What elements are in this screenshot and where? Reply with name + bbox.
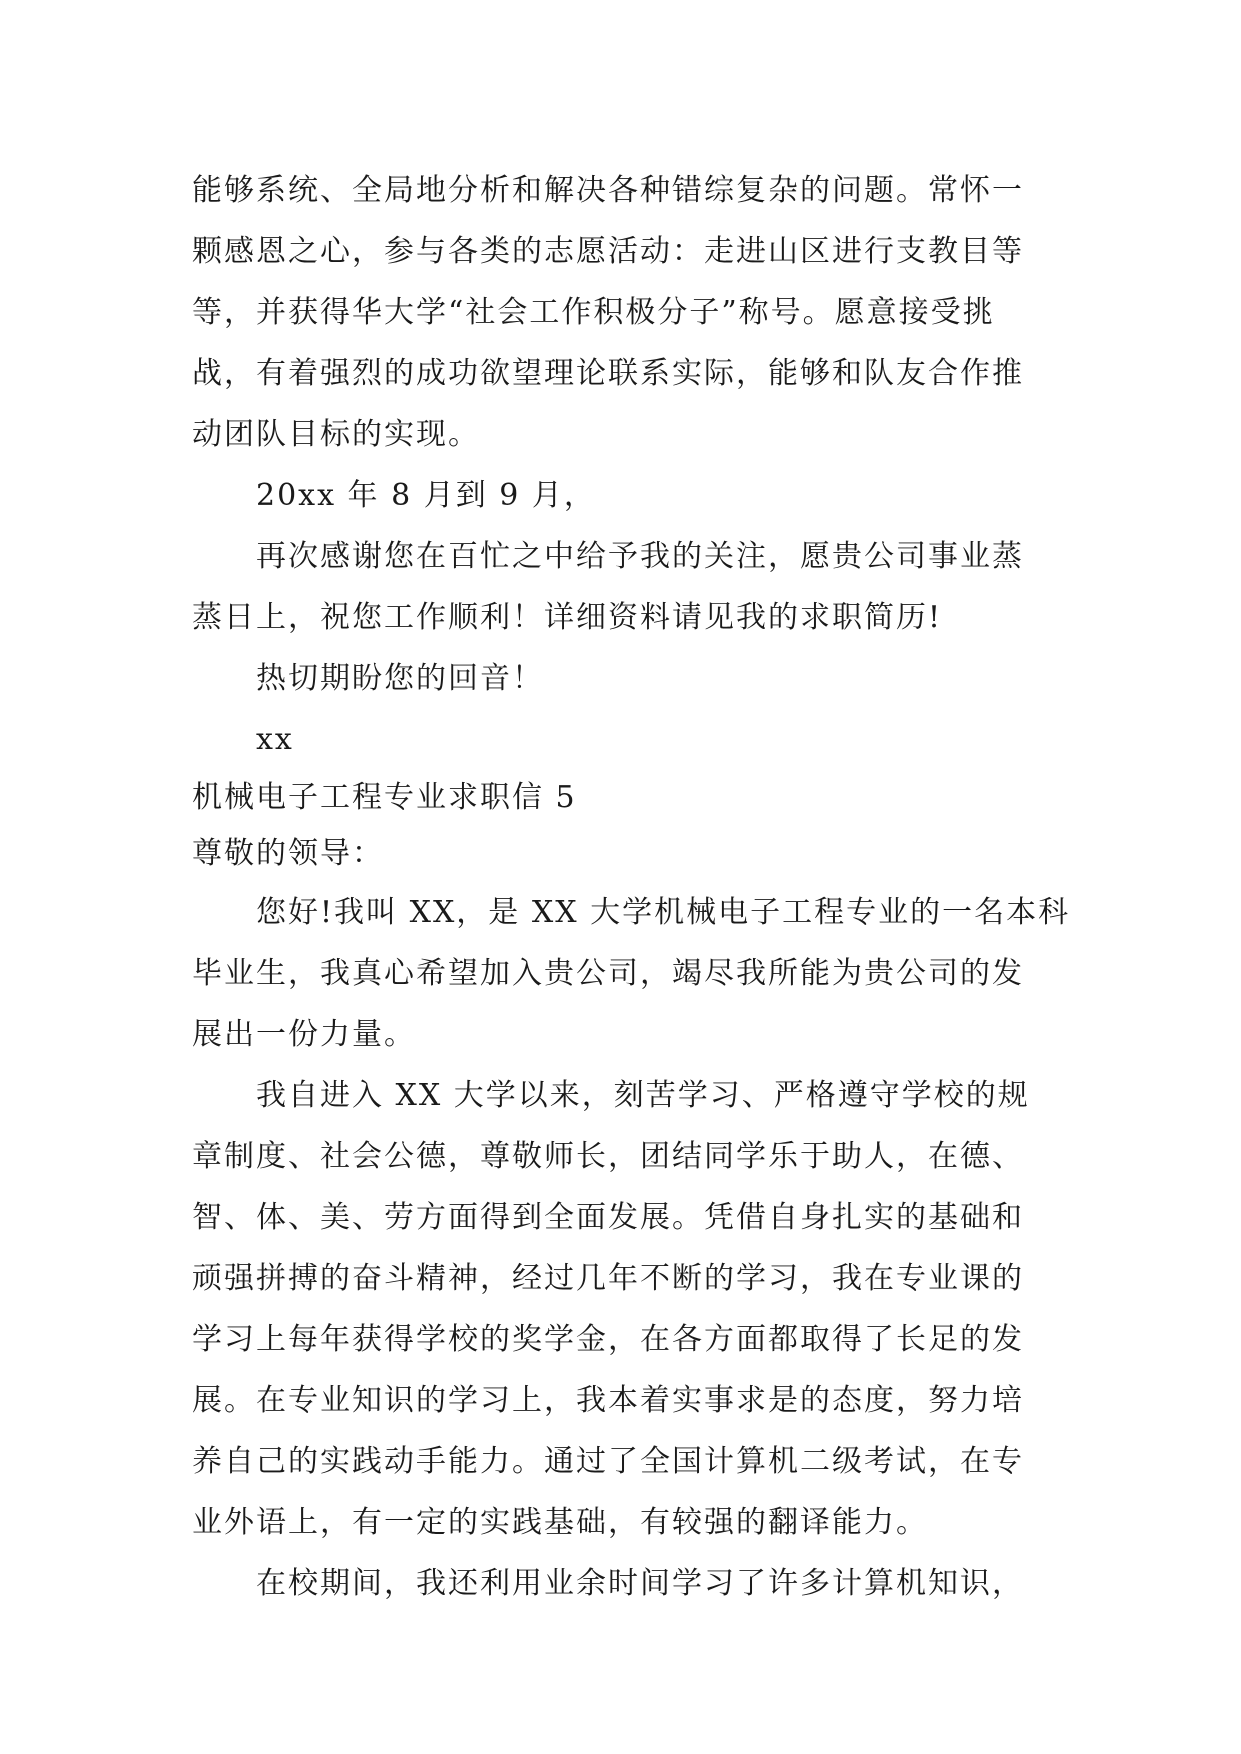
text-line: 展出一份力量。 xyxy=(192,1017,416,1052)
text-line: 养自己的实践动手能力。通过了全国计算机二级考试，在专 xyxy=(192,1444,1024,1479)
text-line: 颗感恩之心，参与各类的志愿活动：走进山区进行支教目等 xyxy=(192,234,1024,269)
signature: xx xyxy=(256,722,294,757)
text-line: 能够系统、全局地分析和解决各种错综复杂的问题。常怀一 xyxy=(192,173,1024,208)
text-line: 章制度、社会公德，尊敬师长，团结同学乐于助人，在德、 xyxy=(192,1139,1024,1174)
text-line: 蒸日上，祝您工作顺利！详细资料请见我的求职简历! xyxy=(192,600,943,635)
text-line: 展。在专业知识的学习上，我本着实事求是的态度，努力培 xyxy=(192,1383,1024,1418)
text-line: 智、体、美、劳方面得到全面发展。凭借自身扎实的基础和 xyxy=(192,1200,1024,1235)
text-line: 毕业生，我真心希望加入贵公司，竭尽我所能为贵公司的发 xyxy=(192,956,1024,991)
text-line: 在校期间，我还利用业余时间学习了许多计算机知识， xyxy=(256,1566,1024,1601)
text-line: 动团队目标的实现。 xyxy=(192,417,480,452)
date-line: 20xx 年 8 月到 9 月， xyxy=(256,478,596,513)
section-title: 机械电子工程专业求职信 5 xyxy=(192,780,577,815)
text-line: 学习上每年获得学校的奖学金，在各方面都取得了长足的发 xyxy=(192,1322,1024,1357)
text-line: 顽强拼搏的奋斗精神，经过几年不断的学习，我在专业课的 xyxy=(192,1261,1024,1296)
salutation: 尊敬的领导： xyxy=(192,836,384,871)
document-body xyxy=(192,160,1071,1614)
text-line: 再次感谢您在百忙之中给予我的关注，愿贵公司事业蒸 xyxy=(256,539,1024,574)
text-line: 战，有着强烈的成功欲望理论联系实际，能够和队友合作推 xyxy=(192,356,1024,391)
text-line: 我自进入 XX 大学以来，刻苦学习、严格遵守学校的规 xyxy=(256,1078,1030,1113)
text-line: 热切期盼您的回音！ xyxy=(256,661,544,696)
text-line: 您好!我叫 XX，是 XX 大学机械电子工程专业的一名本科 xyxy=(256,895,1071,930)
text-line: 业外语上，有一定的实践基础，有较强的翻译能力。 xyxy=(192,1505,928,1540)
text-line: 等，并获得华大学“社会工作积极分子”称号。愿意接受挑 xyxy=(192,295,995,330)
